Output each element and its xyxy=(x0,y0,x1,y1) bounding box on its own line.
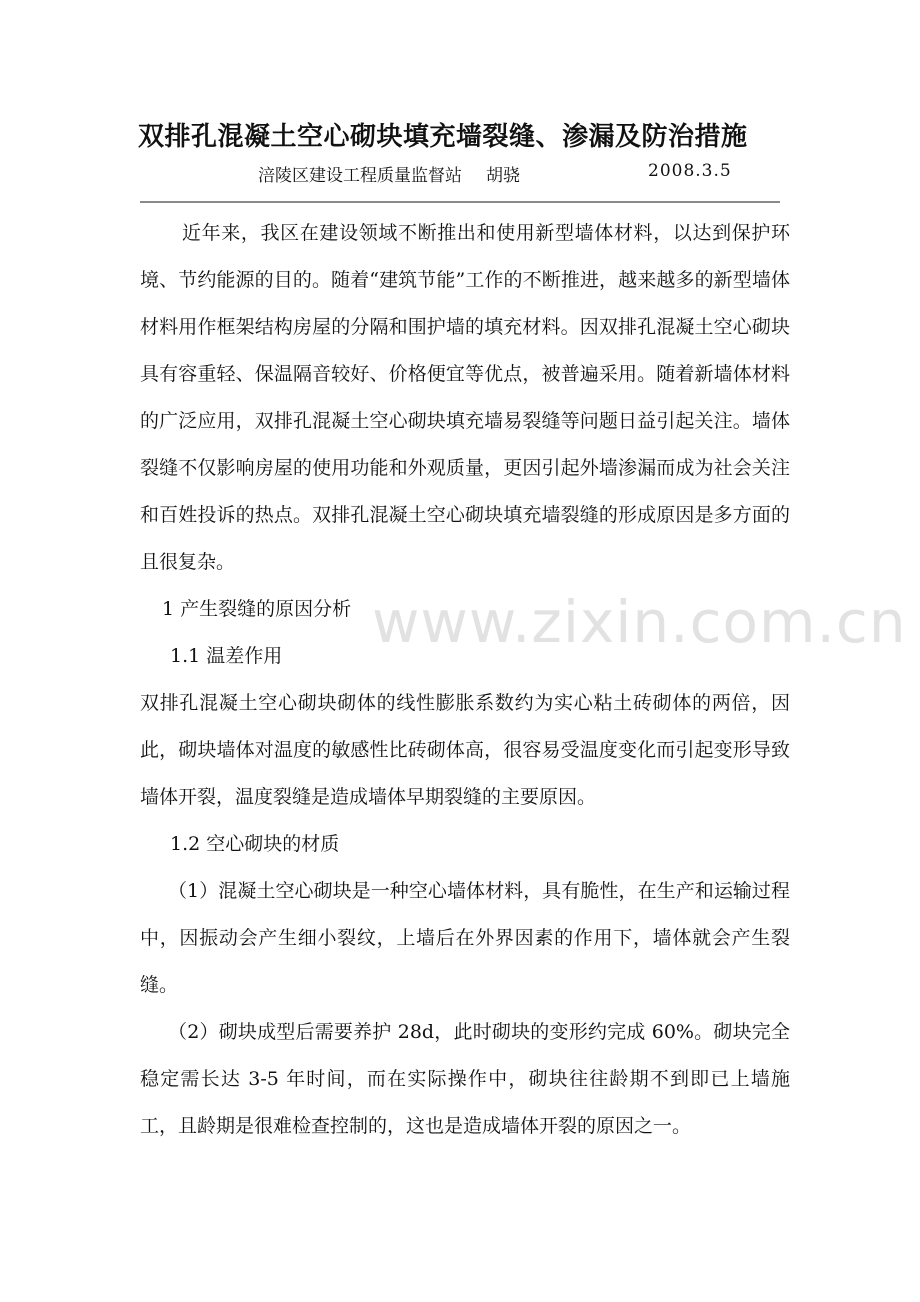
section-1-2-item-2: （2）砌块成型后需要养护 28d，此时砌块的变形约完成 60%。砌块完全稳定需长达 3-5 年时间，而在实际操作中，砌块往往龄期不到即已上墙施工，且龄期是很难检查控制的，这也是造成墙体开裂的原因之一。 xyxy=(140,1021,790,1137)
header-divider xyxy=(140,201,780,203)
byline-date: 2008.3.5 xyxy=(648,161,732,181)
section-1-1-paragraph: 双排孔混凝土空心砌块砌体的线性膨胀系数约为实心粘土砖砌体的两倍，因此，砌块墙体对温度的敏感性比砖砌体高，很容易受温度变化而引起变形导致墙体开裂，温度裂缝是造成墙体早期裂缝的主要原因。 xyxy=(140,692,790,808)
section-heading-1-1: 1.1 温差作用 xyxy=(170,645,283,667)
section-heading-1: 1 产生裂缝的原因分析 xyxy=(162,598,352,620)
document-body xyxy=(140,210,790,1150)
section-1-2-item-1: （1）混凝土空心砌块是一种空心墙体材料，具有脆性，在生产和运输过程中，因振动会产生细小裂纹，上墙后在外界因素的作用下，墙体就会产生裂缝。 xyxy=(140,880,790,996)
byline-organization: 涪陵区建设工程质量监督站 xyxy=(258,166,462,186)
section-heading-1-2: 1.2 空心砌块的材质 xyxy=(170,833,340,855)
document-title: 双排孔混凝土空心砌块填充墙裂缝、渗漏及防治措施 xyxy=(138,122,748,152)
watermark: www.zixin.com.cn xyxy=(372,588,907,656)
intro-paragraph: 近年来，我区在建设领域不断推出和使用新型墙体材料，以达到保护环境、节约能源的目的。随着“建筑节能”工作的不断推进，越来越多的新型墙体材料用作框架结构房屋的分隔和围护墙的填充材料。因双排孔混凝土空心砌块具有容重轻、保温隔音较好、价格便宜等优点，被普遍采用。随着新墙体材料的广泛应用，双排孔混凝土空心砌块填充墙易裂缝等问题日益引起关注。墙体裂缝不仅影响房屋的使用功能和外观质量，更因引起外墙渗漏而成为社会关注和百姓投诉的热点。双排孔混凝土空心砌块填充墙裂缝的形成原因是多方面的且很复杂。 xyxy=(140,222,790,573)
byline-author: 胡骁 xyxy=(486,166,520,186)
